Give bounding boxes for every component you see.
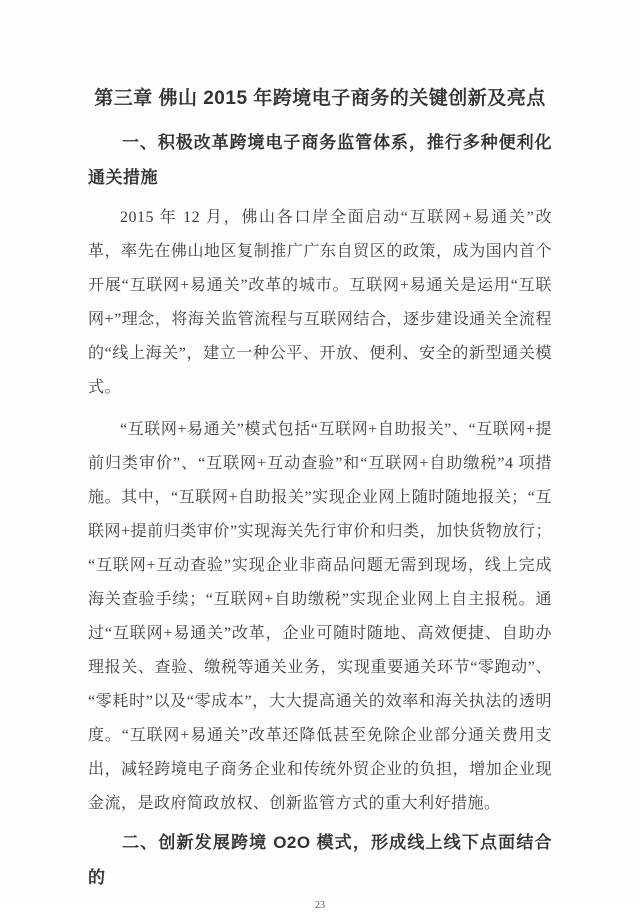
paragraph-1: 2015 年 12 月，佛山各口岸全面启动“互联网+易通关”改革，率先在佛山地区复制推广广东自贸区的政策，成为国内首个开展“互联网+易通关”改革的城市。互联网+易通关是运用“互联网+”理念，将海关监管流程与互联网结合，逐步建设通关全流程的“线上海关”，建立一种公平、开放、便利、安全的新型通关模式。 — [88, 209, 552, 396]
chapter-title: 第三章 佛山 2015 年跨境电子商务的关键创新及亮点 — [94, 88, 546, 109]
section-2-heading: 二、创新发展跨境 O2O 模式，形成线上线下点面结合的 — [88, 833, 552, 887]
page-number: 23 — [315, 900, 325, 911]
paragraph-2: “互联网+易通关”模式包括“互联网+自助报关”、“互联网+提前归类审价”、“互联网+互动查验”和“互联网+自助缴税”4 项措施。其中，“互联网+自助报关”实现企业网上随时随地报关；“互联网+提前归类审价”实现海关先行审价和归类，加快货物放行；“互联网+互动查验”实现企业非商品问题无需到现场，线上完成海关查验手续；“互联网+自助缴税”实现企业网上自主报税。通过“互联网+易通关”改革，企业可随时随地、高效便捷、自助办理报关、查验、缴税等通关业务，实现重要通关环节“零跑动”、“零耗时”以及“零成本”，大大提高通关的效率和海关执法的透明度。“互联网+易通关”改革还降低甚至免除企业部分通关费用支出，减轻跨境电子商务企业和传统外贸企业的负担，增加企业现金流，是政府简政放权、创新监管方式的重大利好措施。 — [88, 421, 552, 812]
section-1-heading: 一、积极改革跨境电子商务监管体系，推行多种便利化通关措施 — [88, 133, 552, 187]
